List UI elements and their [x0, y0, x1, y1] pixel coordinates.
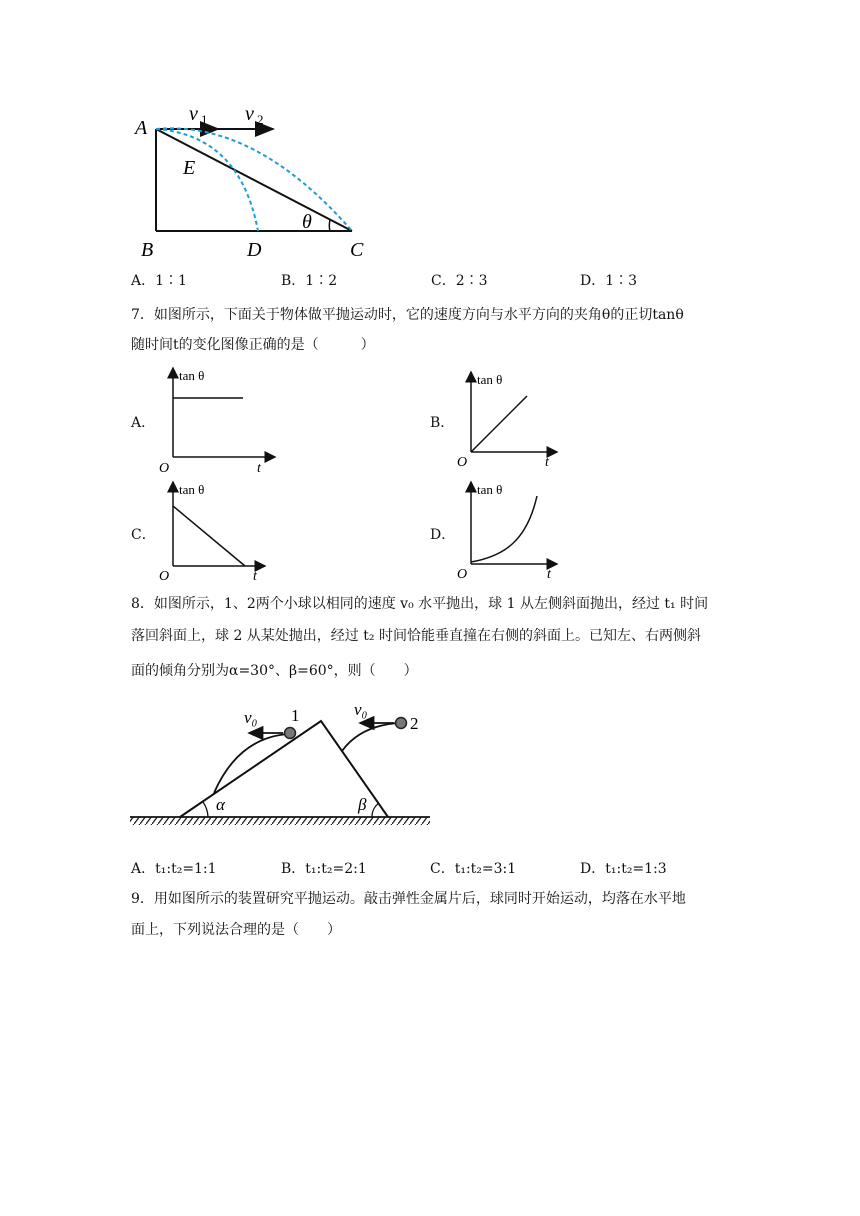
q7-option-d-label[interactable]: D． — [430, 527, 456, 543]
ball2-trajectory — [342, 723, 398, 751]
q6-option-c[interactable]: C．2∶3 — [431, 273, 488, 289]
graph-d-ylabel: tan θ — [477, 482, 503, 497]
double-incline-figure — [128, 696, 434, 832]
ball1-trajectory — [214, 734, 288, 793]
ball2-v0-label: v₀ — [354, 700, 368, 719]
graph-d-curve — [471, 496, 537, 562]
q7-graph-a — [155, 362, 285, 474]
graph-d-xlabel: t — [547, 567, 551, 582]
q9-stem-line1: 9．用如图所示的装置研究平抛运动。敲击弹性金属片后，球同时开始运动，均落在水平地 — [131, 891, 686, 907]
theta-arc — [329, 220, 330, 231]
q7-graph-c — [155, 476, 275, 584]
label-c: C — [350, 239, 364, 261]
beta-label: β — [358, 795, 367, 814]
q8-option-d[interactable]: D．t₁:t₂=1:3 — [580, 861, 667, 877]
label-v2-sub: 2 — [257, 112, 264, 127]
ball1-v0-label: v₀ — [244, 708, 258, 727]
q6-option-a[interactable]: A．1∶1 — [131, 273, 187, 289]
label-v1: v — [189, 103, 198, 125]
graph-d-origin: O — [457, 567, 468, 582]
q7-graph-d — [455, 476, 565, 584]
graph-c-xlabel: t — [253, 569, 257, 584]
graph-a-xlabel: t — [257, 461, 261, 474]
q8-option-c[interactable]: C．t₁:t₂=3:1 — [430, 861, 517, 877]
graph-a-ylabel: tan θ — [179, 368, 205, 383]
q6-option-b[interactable]: B．1∶2 — [281, 273, 338, 289]
q7-stem-line2: 随时间t的变化图像正确的是（ ） — [131, 337, 375, 353]
ball1-label: 1 — [291, 706, 300, 725]
q7-option-c-label[interactable]: C． — [131, 527, 156, 543]
label-e: E — [183, 157, 196, 179]
ball-1 — [285, 728, 296, 739]
graph-c-origin: O — [159, 569, 170, 584]
graph-b-origin: O — [457, 455, 468, 470]
q8-option-a[interactable]: A．t₁:t₂=1:1 — [131, 861, 217, 877]
label-a: A — [135, 117, 148, 139]
label-v2: v — [245, 103, 254, 125]
q8-option-b[interactable]: B．t₁:t₂=2:1 — [281, 861, 367, 877]
beta-arc — [372, 803, 379, 817]
q7-stem-line1: 7．如图所示，下面关于物体做平抛运动时，它的速度方向与水平方向的夹角θ的正切tanθ — [131, 307, 684, 323]
q7-option-b-label[interactable]: B． — [430, 415, 455, 431]
q7-graph-b — [455, 366, 565, 474]
graph-c-ylabel: tan θ — [179, 482, 205, 497]
q8-stem-line1: 8．如图所示，1、2两个小球以相同的速度 v₀ 水平抛出，球 1 从左侧斜面抛出，经过 t₁ 时间 — [131, 596, 709, 612]
label-theta: θ — [302, 211, 312, 233]
q8-stem-line3: 面的倾角分别为α=30°、β=60°，则（ ） — [131, 663, 418, 679]
graph-b-ylabel: tan θ — [477, 372, 503, 387]
q9-stem-line2: 面上，下列说法合理的是（ ） — [131, 922, 341, 938]
ground-hatch — [130, 817, 430, 825]
trajectory-to-d — [156, 129, 258, 231]
label-d: D — [247, 239, 262, 261]
ball-2 — [396, 718, 407, 729]
q8-stem-line2: 落回斜面上，球 2 从某处抛出，经过 t₂ 时间恰能垂直撞在右侧的斜面上。已知左、右两侧斜 — [131, 628, 701, 644]
graph-a-origin: O — [159, 461, 170, 474]
graph-b-xlabel: t — [545, 455, 549, 470]
alpha-arc — [203, 802, 208, 817]
graph-c-curve — [173, 506, 245, 566]
ball2-label: 2 — [410, 714, 419, 733]
graph-b-curve — [471, 396, 527, 452]
alpha-label: α — [216, 795, 225, 814]
label-b: B — [141, 239, 154, 261]
q7-option-a-label[interactable]: A． — [131, 415, 156, 431]
label-v1-sub: 1 — [201, 112, 208, 127]
projectile-incline-figure — [125, 100, 385, 265]
q6-option-d[interactable]: D．1∶3 — [580, 273, 638, 289]
